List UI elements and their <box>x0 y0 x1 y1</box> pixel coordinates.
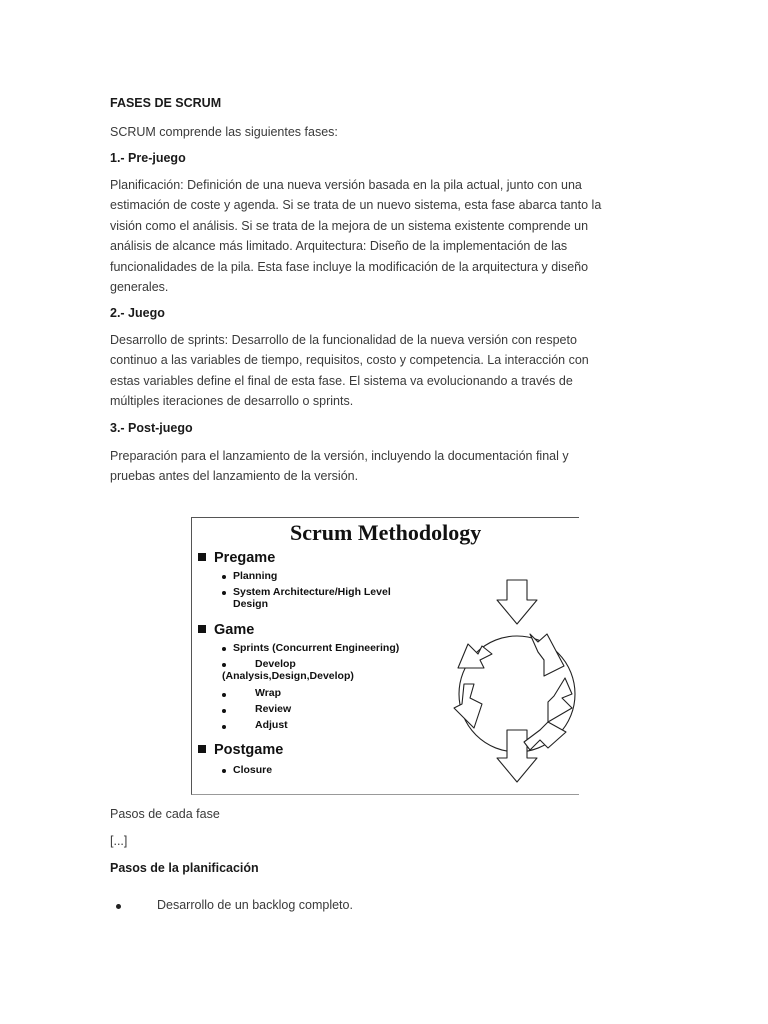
figure-item: Wrap <box>255 687 282 699</box>
phase-heading-post-juego: 3.- Post-juego <box>110 421 193 435</box>
paragraph-line: Preparación para el lanzamiento de la versión, incluyendo la documentación final y <box>110 449 569 463</box>
planning-steps-list <box>110 898 510 916</box>
figure-section-heading: Game <box>214 622 255 638</box>
list-item <box>110 898 510 916</box>
sprint-cycle-diagram <box>192 518 579 794</box>
document-title: FASES DE SCRUM <box>110 96 222 110</box>
paragraph-line: estas variables define el final de esta fase. El sistema va evolucionando a través de <box>110 373 573 388</box>
figure-item: System Architecture/High Level <box>233 586 391 598</box>
ellipsis-text: [...] <box>110 834 128 848</box>
paragraph-line: continuo a las variables de tiempo, requisitos, costo y competencia. La interacción con <box>110 353 589 368</box>
paragraph-line: estimación de coste y agenda. Si se trata de un nuevo sistema, esta fase abarca tanto la <box>110 198 602 213</box>
figure-item: Review <box>255 703 292 715</box>
figure-item: Sprints (Concurrent Engineering) <box>233 642 400 654</box>
figure-item: (Analysis,Design,Develop) <box>222 670 354 682</box>
figure-section-heading: Postgame <box>214 742 284 758</box>
cycle-arrow-icon <box>458 644 492 668</box>
cycle-arrow-icon <box>548 678 572 722</box>
paragraph-line: pruebas antes del lanzamiento de la versión. <box>110 469 359 484</box>
cycle-arrow-icon <box>524 722 566 750</box>
cycle-arrow-icon <box>454 684 482 728</box>
figure-item: Closure <box>233 764 273 776</box>
scrum-methodology-figure <box>191 517 579 795</box>
figure-item: Develop <box>255 658 296 670</box>
list-item-text: Desarrollo de un backlog completo. <box>157 898 353 912</box>
paragraph-line: análisis de alcance más limitado. Arquitectura: Diseño de la implementación de las <box>110 239 568 254</box>
bullet-icon <box>116 904 121 909</box>
phase-paragraph-juego <box>110 330 589 412</box>
paragraph-line: visión como el análisis. Si se trata de la mejora de un sistema existente comprende un <box>110 218 589 233</box>
after-figure-text: Pasos de cada fase <box>110 807 220 821</box>
paragraph-line: funcionalidades de la pila. Esta fase incluye la modificación de la arquitectura y diseño <box>110 259 589 274</box>
phase-paragraph-post-juego <box>110 446 569 487</box>
paragraph-line: generales. <box>110 280 169 295</box>
paragraph-line: Planificación: Definición de una nueva versión basada en la pila actual, junto con una <box>110 178 582 192</box>
figure-section-heading: Pregame <box>214 550 276 566</box>
figure-item: Planning <box>233 570 278 582</box>
phase-paragraph-pre-juego <box>110 175 601 297</box>
figure-item: Design <box>233 598 269 610</box>
phase-heading-juego: 2.- Juego <box>110 306 165 320</box>
cycle-arrow-icon <box>530 634 564 676</box>
phase-heading-pre-juego: 1.- Pre-juego <box>110 151 186 165</box>
figure-title: Scrum Methodology <box>290 520 482 545</box>
intro-paragraph: SCRUM comprende las siguientes fases: <box>110 125 338 139</box>
planning-heading: Pasos de la planificación <box>110 861 259 875</box>
paragraph-line: múltiples iteraciones de desarrollo o sprints. <box>110 394 354 409</box>
down-arrow-icon <box>497 580 537 624</box>
figure-item: Adjust <box>255 719 288 731</box>
paragraph-line: Desarrollo de sprints: Desarrollo de la funcionalidad de la nueva versión con respeto <box>110 333 577 347</box>
